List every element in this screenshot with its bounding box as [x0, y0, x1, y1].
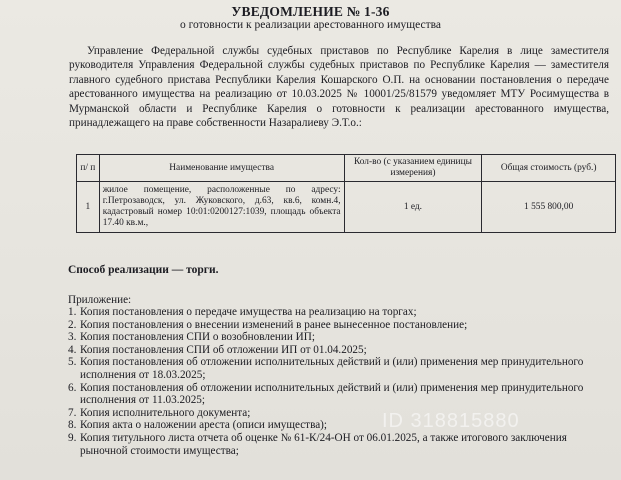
item-text: Копия постановления об отложении исполнительных действий и (или) применения мер принудительного исполнения от 18.03.2025; [80, 356, 584, 381]
document-title: УВЕДОМЛЕНИЕ № 1-36 [231, 4, 390, 19]
item-number: 7. [68, 406, 77, 419]
row-cost: 1 555 800,00 [482, 182, 616, 233]
row-name: жилое помещение, расположенные по адресу: г.Петрозаводск, ул. Жуковского, д.63, кв.6, комн.4, кадастровый номер 10:01:0200127:1039, площадь объекта 17.40 кв.м., [99, 182, 344, 233]
list-item [68, 319, 613, 332]
item-number: 2. [68, 318, 77, 331]
row-qty: 1 ед. [344, 182, 482, 233]
list-item [68, 306, 613, 319]
sale-method: Способ реализации — торги. [68, 264, 219, 276]
item-number: 5. [68, 356, 77, 369]
list-item [68, 419, 613, 432]
item-text: Копия постановления СПИ об отложении ИП от 01.04.2025; [80, 343, 367, 356]
list-item [68, 356, 613, 381]
header-num: п/ п [77, 155, 100, 182]
item-number: 6. [68, 381, 77, 394]
item-text: Копия исполнительного документа; [80, 406, 251, 419]
item-text: Копия постановления СПИ о возобновлении ИП; [80, 331, 315, 344]
item-number: 1. [68, 306, 77, 318]
item-text: Копия постановления о передаче имущества на реализацию на торгах; [80, 306, 417, 318]
list-item [68, 344, 613, 357]
item-number: 9. [68, 431, 77, 444]
row-num: 1 [77, 182, 100, 233]
appendix-list [68, 306, 613, 457]
notice-paragraph: Управление Федеральной службы судебных приставов по Республике Карелия в лице заместителя руководителя Управления Федеральной службы судебных приставов по Республике Карелия — заместителя главного судебного пристава Республики Карелия Кошарского О.П. на основании постановления о передаче арестованного имущества на реализацию от 10.03.2025 № 10001/25/81579 уведомляет МТУ Росимущества в Мурманской области и Республике Карелия о готовности к реализации арестованного имущества, принадлежащего на праве собственности Назаралиеву Э.Т.о.: [69, 45, 609, 130]
list-item [68, 432, 613, 457]
item-text: Копия постановления о внесении изменений в ранее вынесенное постановление; [80, 318, 468, 331]
item-number: 3. [68, 331, 77, 344]
appendix-title: Приложение: [68, 294, 132, 306]
list-item [68, 331, 613, 344]
item-text: Копия титульного листа отчета об оценке № 61-К/24-ОН от 06.01.2025, а также итогового заключения рыночной стоимости имущества; [80, 431, 567, 457]
item-text: Копия акта о наложении ареста (описи имущества); [80, 419, 328, 432]
header-name: Наименование имущества [99, 155, 344, 182]
property-table [76, 154, 616, 233]
watermark: ID 318815880 [382, 410, 520, 432]
item-number: 4. [68, 343, 77, 356]
document-subtitle: о готовности к реализации арестованного имущества [179, 19, 441, 31]
list-item [68, 407, 613, 420]
header-qty: Кол-во (с указанием единицы измерения) [344, 155, 482, 182]
table-row [77, 182, 616, 233]
table-header-row [77, 155, 616, 182]
item-number: 8. [68, 419, 77, 432]
item-text: Копия постановления об отложении исполнительных действий и (или) применения мер принудительного исполнения от 11.03.2025; [80, 381, 584, 407]
list-item [68, 382, 613, 407]
header-cost: Общая стоимость (руб.) [482, 155, 616, 182]
